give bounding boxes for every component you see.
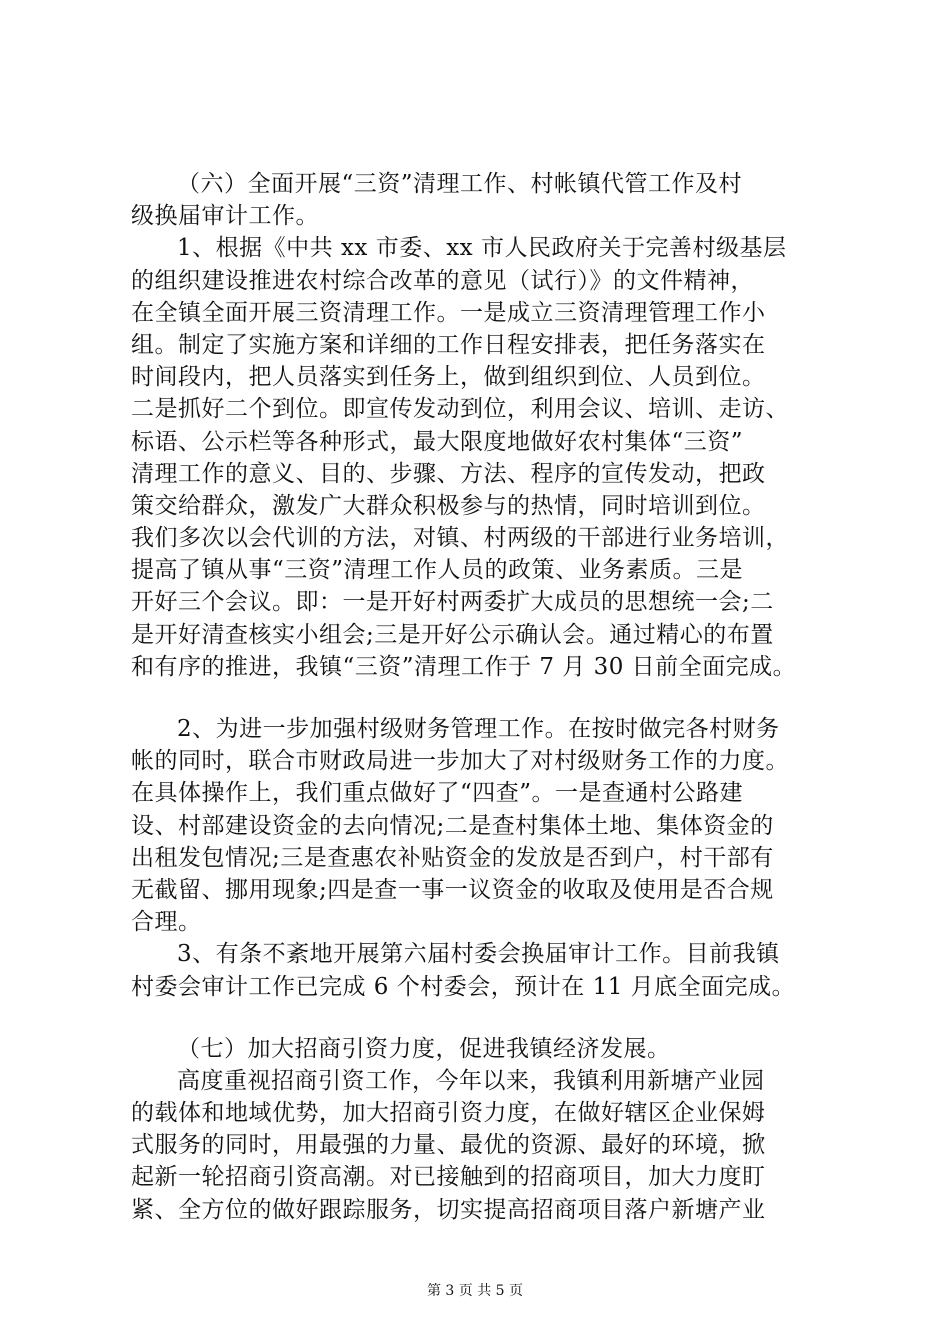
paragraph-line: 设、村部建设资金的去向情况;二是查村集体土地、集体资金的 xyxy=(131,812,774,839)
paragraph-line: 紧、全方位的做好跟踪服务，切实提高招商项目落户新塘产业 xyxy=(131,1196,766,1223)
paragraph-line: 我们多次以会代训的方法，对镇、村两级的干部进行业务培训， xyxy=(131,525,789,552)
paragraph-line: 在具体操作上，我们重点做好了“四查”。一是查通村公路建 xyxy=(131,780,744,807)
paragraph-gap xyxy=(131,1003,831,1033)
paragraph-line: 清理工作的意义、目的、步骤、方法、程序的宣传发动，把政 xyxy=(131,460,766,487)
paragraph-line: 式服务的同时，用最强的力量、最优的资源、最好的环境，掀 xyxy=(131,1132,766,1159)
paragraph-line: 3、有条不紊地开展第六届村委会换届审计工作。目前我镇 xyxy=(177,941,780,968)
paragraph-line: 高度重视招商引资工作，今年以来，我镇利用新塘产业园 xyxy=(177,1067,765,1094)
paragraph-line: 二是抓好二个到位。即宣传发动到位，利用会议、培训、走访、 xyxy=(131,396,789,423)
paragraph-line: 标语、公示栏等各种形式，最大限度地做好农村集体“三资” xyxy=(131,428,744,455)
section-heading-6-cont: 级换届审计工作。 xyxy=(131,203,319,230)
paragraph-line: 是开好清查核实小组会;三是开好公示确认会。通过精心的布置 xyxy=(131,621,774,648)
paragraph-line: 无截留、挪用现象;四是查一事一议资金的收取及使用是否合规 xyxy=(131,876,774,903)
page-number-footer: 第 3 页 共 5 页 xyxy=(426,1283,524,1299)
paragraph-line: 开好三个会议。即：一是开好村两委扩大成员的思想统一会;二 xyxy=(131,589,774,616)
paragraph-line: 出租发包情况;三是查惠农补贴资金的发放是否到户，村干部有 xyxy=(131,844,774,871)
paragraph-line: 起新一轮招商引资高潮。对已接触到的招商项目，加大力度盯 xyxy=(131,1164,766,1191)
section-heading-6: （六）全面开展“三资”清理工作、村帐镇代管工作及村 xyxy=(177,171,743,197)
paragraph-line: 帐的同时，联合市财政局进一步加大了对村级财务工作的力度。 xyxy=(131,748,789,775)
paragraph-line: 2、为进一步加强村级财务管理工作。在按时做完各村财务 xyxy=(177,716,780,742)
paragraph-line: 合理。 xyxy=(131,909,202,936)
paragraph-line: 的载体和地域优势，加大招商引资力度，在做好辖区企业保姆 xyxy=(131,1100,766,1127)
paragraph-line: 提高了镇从事“三资”清理工作人员的政策、业务素质。三是 xyxy=(131,557,744,584)
paragraph-line: 村委会审计工作已完成 6 个村委会，预计在 11 月底全面完成。 xyxy=(131,973,796,1000)
paragraph-gap xyxy=(131,683,831,713)
paragraph-line: 组。制定了实施方案和详细的工作日程安排表，把任务落实在 xyxy=(131,331,766,358)
paragraph-line: 策交给群众，激发广大群众积极参与的热情，同时培训到位。 xyxy=(131,492,766,519)
paragraph-line: 在全镇全面开展三资清理工作。一是成立三资清理管理工作小 xyxy=(131,299,766,326)
section-heading-7: （七）加大招商引资力度，促进我镇经济发展。 xyxy=(177,1035,671,1062)
paragraph-line: 和有序的推进，我镇“三资”清理工作于 7 月 30 日前全面完成。 xyxy=(131,653,797,680)
paragraph-line: 的组织建设推进农村综合改革的意见（试行）》的文件精神， xyxy=(131,267,754,294)
paragraph-line: 1、根据《中共 xx 市委、xx 市人民政府关于完善村级基层 xyxy=(177,235,787,262)
paragraph-line: 时间段内，把人员落实到任务上，做到组织到位、人员到位。 xyxy=(131,364,766,391)
document-body xyxy=(131,168,831,1226)
